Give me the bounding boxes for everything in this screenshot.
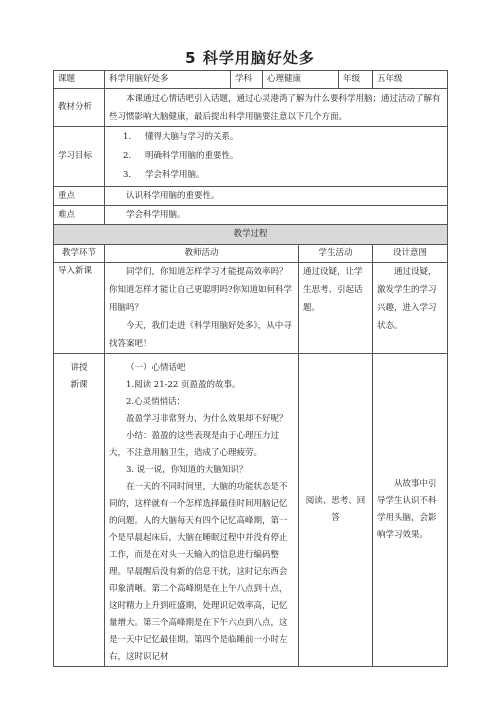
lecture-intent: 从故事中引导学生认识不科学用头脑，会影响学习效果。: [373, 354, 448, 667]
intro-teacher: [105, 263, 299, 354]
intro-intent: 通过设疑，激发学生的学习兴趣，进入学习状态。: [373, 263, 448, 354]
key-point-label: 重点: [54, 187, 105, 206]
col-header-teacher: 教师活动: [105, 245, 299, 263]
difficulty-row: [54, 206, 448, 225]
lecture-stage-line1: 讲授: [70, 363, 88, 373]
intro-teacher-p2: 今天，我们走进《科学用脑好处多》，从中寻找答案吧！: [109, 321, 292, 349]
key-point-text: 认识科学用脑的重要性。: [105, 187, 448, 206]
process-heading: 教学过程: [54, 225, 448, 245]
lecture-line: 在一天的不同时间里，大脑的功能状态是不同的，这样就有一个怎样选择最佳时间用脑记忆的问题。人的大脑每天有四个记忆高峰期，第一个是早晨起床后，大脑在睡眠过程中并没有停止工作，而是在对头一天输入的信息进行编码整理。早晨醒后没有新的信息干扰，这时记东西会印象清晰。第二个高峰期是在上午八点到十点，这时精力上升到旺盛期，处理识记效率高，记忆量增大。第三个高峰期是在下午六点到八点，这是一天中记忆最佳期。第四个是临睡前一小时左右，这时识记材: [109, 482, 288, 662]
lecture-row: [54, 354, 448, 667]
lecture-line: 3. 说一说，你知道的大脑知识？: [126, 465, 248, 475]
objectives-row: [54, 127, 448, 187]
objective-item: 1. 懂得大脑与学习的关系。: [123, 132, 239, 142]
lecture-line: 1.阅读 21-22 页盈盈的故事。: [126, 380, 241, 390]
lecture-line: 小结：盈盈的这些表现是由于心理压力过大，不注意用脑卫生，造成了心理疲劳。: [109, 431, 280, 458]
lecture-line: 2.心灵悄悄话：: [126, 397, 186, 407]
course-value: 科学用脑好处多: [105, 71, 231, 89]
info-row: [54, 71, 448, 89]
lesson-plan-table: [53, 70, 448, 667]
objective-item: 3. 学会科学用脑。: [123, 170, 205, 180]
objectives-list: [105, 127, 448, 187]
course-label: 课题: [54, 71, 105, 89]
process-header-row: [54, 245, 448, 263]
analysis-text: 本课通过心情话吧引入话题，通过心灵港湾了解为什么要科学用脑；通过活动了解有些习惯影响大脑健康，最后提出科学用脑要注意以下几个方面。: [105, 89, 448, 127]
intro-teacher-p1: 同学们，你知道怎样学习才能提高效率吗？你知道怎样才能让自己更聪明吗?你知道如何科学用脑吗？: [109, 267, 293, 313]
subject-value: 心理健康: [263, 71, 339, 89]
lecture-stage: [54, 354, 105, 667]
grade-value: 五年级: [373, 71, 448, 89]
objectives-label: 学习目标: [54, 127, 105, 187]
difficulty-text: 学会科学用脑。: [105, 206, 448, 225]
col-header-student: 学生活动: [299, 245, 373, 263]
analysis-label: 教材分析: [54, 89, 105, 127]
lecture-line: 盈盈学习非常努力，为什么效果却不好呢？: [126, 414, 288, 424]
subject-label: 学科: [231, 71, 263, 89]
lecture-line: （一）心情话吧: [126, 363, 186, 373]
lecture-teacher: [105, 354, 299, 667]
lecture-stage-line2: 新课: [70, 380, 88, 390]
intro-row: [54, 263, 448, 354]
difficulty-label: 难点: [54, 206, 105, 225]
intro-stage: 导入新课: [54, 263, 105, 354]
intro-student: 通过设疑，让学生思考、引起话题。: [299, 263, 373, 354]
col-header-stage: 教学环节: [54, 245, 105, 263]
objective-item: 2. 明确科学用脑的重要性。: [123, 151, 239, 161]
page-title: 5 科学用脑好处多: [185, 49, 315, 67]
grade-label: 年级: [339, 71, 373, 89]
lecture-student: 阅读、思考、回答: [299, 354, 373, 667]
col-header-intent: 设计意图: [373, 245, 448, 263]
process-heading-row: [54, 225, 448, 245]
analysis-row: [54, 89, 448, 127]
key-point-row: [54, 187, 448, 206]
